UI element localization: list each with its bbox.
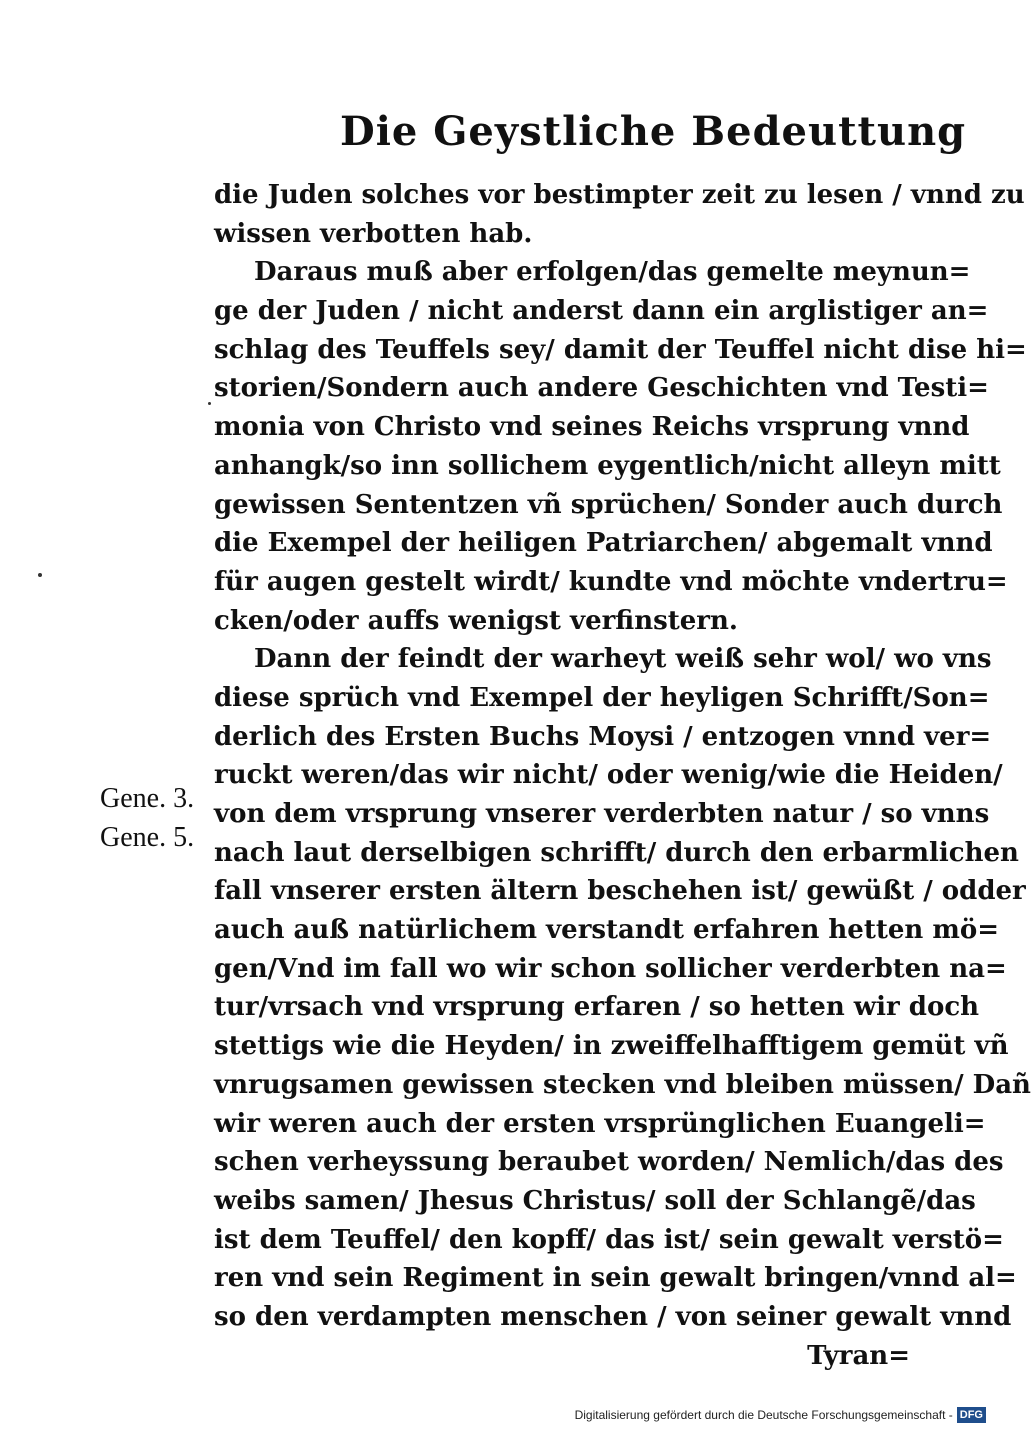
text-line: fall vnserer ersten ältern beschehen ist/ gewüßt / odder <box>214 876 1026 907</box>
digitization-footer <box>575 1404 986 1426</box>
text-line: Dann der feindt der warheyt weiß sehr wol/ wo vns <box>254 644 992 675</box>
ink-speck <box>38 573 42 577</box>
text-line: Daraus muß aber erfolgen/das gemelte meynun= <box>254 257 971 288</box>
text-line: weibs samen/ Jhesus Christus/ soll der Schlangẽ/das <box>214 1185 976 1216</box>
text-line: für augen gestelt wirdt/ kundte vnd möchte vndertru= <box>214 566 1008 597</box>
text-line: cken/oder auffs wenigst verfinstern. <box>214 605 738 636</box>
dfg-logo-icon: DFG <box>957 1407 986 1423</box>
text-line: von dem vrsprung vnserer verderbten natur / so vnns <box>214 799 990 829</box>
catchword: Tyran= <box>807 1340 910 1371</box>
text-line: wissen verbotten hab. <box>214 218 533 249</box>
text-line: tur/vrsach vnd vrsprung erfaren / so hetten wir doch <box>214 992 980 1023</box>
footer-text: Digitalisierung gefördert durch die Deutsche Forschungsgemeinschaft - <box>574 1408 953 1422</box>
text-line: diese sprüch vnd Exempel der heyligen Schrifft/Son= <box>214 682 990 713</box>
text-line: die Exempel der heiligen Patriarchen/ abgemalt vnnd <box>214 528 993 559</box>
text-line: vnrugsamen gewissen stecken vnd bleiben müssen/ Dañ <box>214 1069 1031 1100</box>
text-line: anhangk/so inn sollichem eygentlich/nicht alleyn mitt <box>214 450 1001 481</box>
text-line: gen/Vnd im fall wo wir schon sollicher verderbten na= <box>214 953 1007 984</box>
running-head: Die Geystliche Bedeuttung <box>340 108 967 155</box>
text-line: stettigs wie die Heyden/ in zweiffelhafftigem gemüt vñ <box>214 1031 1009 1062</box>
text-line: monia von Christo vnd seines Reichs vrsprung vnnd <box>214 412 970 443</box>
text-line: wir weren auch der ersten vrsprünglichen Euangeli= <box>214 1108 986 1139</box>
text-line: die Juden solches vor bestimpter zeit zu lesen / vnnd zu <box>214 180 1025 210</box>
marginal-note: Gene. 3. <box>100 783 195 814</box>
text-line: schen verheyssung beraubet worden/ Nemlich/das des <box>214 1147 1004 1178</box>
text-line: so den verdampten menschen / von seiner gewalt vnnd <box>214 1301 1012 1332</box>
text-line: ge der Juden / nicht anderst dann ein arglistiger an= <box>214 296 989 327</box>
text-line: derlich des Ersten Buchs Moysi / entzogen vnnd ver= <box>214 721 992 752</box>
text-line: auch auß natürlichem verstandt erfahren hetten mö= <box>214 915 1000 946</box>
text-line: ruckt weren/das wir nicht/ oder wenig/wie die Heiden/ <box>214 760 1003 791</box>
text-line: schlag des Teuffels sey/ damit der Teuffel nicht dise hi= <box>214 334 1027 365</box>
text-line: gewissen Sententzen vñ sprüchen/ Sonder auch durch <box>214 489 1003 520</box>
text-line: nach laut derselbigen schrifft/ durch den erbarmlichen <box>214 837 1019 868</box>
body-text <box>214 176 1031 1375</box>
marginal-note: Gene. 5. <box>100 822 195 853</box>
text-line: storien/Sondern auch andere Geschichten vnd Testi= <box>214 373 989 404</box>
text-line: ist dem Teuffel/ den kopff/ das ist/ sein gewalt verstö= <box>214 1224 1004 1255</box>
text-line: ren vnd sein Regiment in sein gewalt bringen/vnnd al= <box>214 1263 1017 1294</box>
ink-speck <box>208 402 211 405</box>
